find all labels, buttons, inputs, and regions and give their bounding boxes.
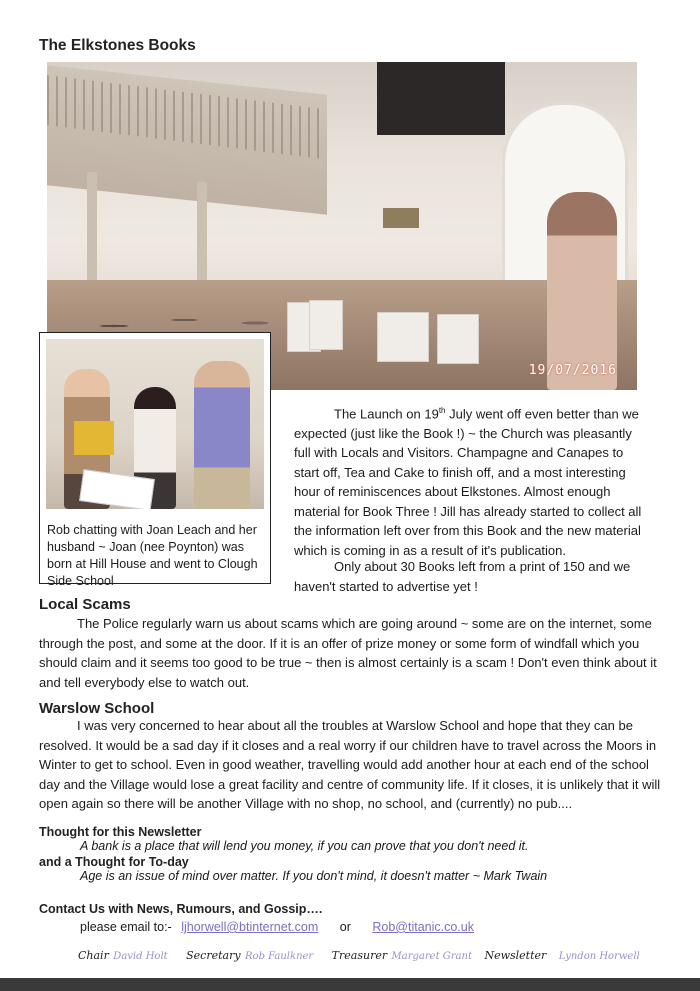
thought-quote: A bank is a place that will lend you money, if you can prove that you don't need it. bbox=[80, 839, 529, 853]
officer-role-treasurer: Treasurer bbox=[331, 949, 388, 962]
officers-line bbox=[78, 946, 640, 964]
contact-line bbox=[80, 920, 474, 934]
books-left-paragraph: Only about 30 Books left from a print of 150 and we haven't started to advertise yet ! bbox=[294, 559, 631, 594]
contact-or: or bbox=[339, 920, 351, 934]
inset-caption: Rob chatting with Joan Leach and her husband ~ Joan (nee Poynton) was born at Hill House and went to Clough Side School bbox=[47, 523, 258, 588]
officer-name-newsletter: Lyndon Horwell bbox=[558, 951, 640, 962]
officer-name-secretary: Rob Faulkner bbox=[245, 951, 314, 962]
photo-date-stamp: 19/07/2016 bbox=[528, 363, 617, 378]
officer-role-newsletter: Newsletter bbox=[484, 949, 547, 962]
officer-role-secretary: Secretary bbox=[186, 949, 241, 962]
speaker-figure bbox=[547, 192, 617, 390]
launch-text-start: The Launch on 19 bbox=[334, 406, 439, 422]
launch-text-sup: th bbox=[438, 406, 446, 415]
officer-name-chair: David Holt bbox=[113, 951, 168, 962]
launch-paragraph bbox=[294, 401, 646, 560]
scams-paragraph: The Police regularly warn us about scams which are going around ~ some are on the internet, some through the post, and some at the door. If it is an offer of prize money or some form of windfall which you should claim and it seems too good to be true ~ then is almost certainly is a scam ! Don't even think about it and tell everybody else to watch out. bbox=[39, 616, 657, 690]
inset-photo-frame bbox=[39, 332, 271, 588]
contact-heading: Contact Us with News, Rumours, and Gossip…. bbox=[39, 902, 323, 916]
officer-name-treasurer: Margaret Grant bbox=[391, 951, 472, 962]
today-thought-heading: and a Thought for To-day bbox=[39, 855, 189, 869]
contact-prompt: please email to:- bbox=[80, 920, 172, 934]
bottom-scan-edge bbox=[0, 978, 700, 991]
email-link-ljhorwell[interactable]: ljhorwell@btinternet.com bbox=[181, 920, 319, 934]
thought-heading: Thought for this Newsletter bbox=[39, 825, 202, 839]
officer-role-chair: Chair bbox=[78, 949, 109, 962]
email-link-rob[interactable]: Rob@titanic.co.uk bbox=[372, 920, 474, 934]
launch-text-rest: July went off even better than we expected (just like the Book !) ~ the Church was pleasantly full with Locals and Visitors. Champagne and Canapes to start off, Tea and Cake to finish off, and a most interesting hour of reminiscences about Elkstones. Almost enough material for Book Three ! Jill has already started to collect all the information left over from this Book and the new material which is coming in as a result of it's publication. bbox=[294, 406, 642, 558]
books-heading: The Elkstones Books bbox=[39, 37, 196, 54]
inset-photo bbox=[46, 339, 264, 509]
school-paragraph: I was very concerned to hear about all the troubles at Warslow School and hope that they can be resolved. It would be a sad day if it closes and a real worry if our children have to travel across the Moors in Winter to get to school. Even in good weather, travelling would add another hour at each end of the school day and the Village would lose a great facility and centre of community life. If it closes, it is unlikely that it will open again so there will be another Village with no shop, no school, and (currently) no pub.... bbox=[39, 718, 661, 811]
today-thought-quote: Age is an issue of mind over matter. If you don't mind, it doesn't matter ~ Mark Twain bbox=[80, 869, 548, 883]
television-screen bbox=[377, 62, 505, 135]
scams-heading: Local Scams bbox=[39, 596, 131, 613]
school-heading: Warslow School bbox=[39, 700, 155, 717]
